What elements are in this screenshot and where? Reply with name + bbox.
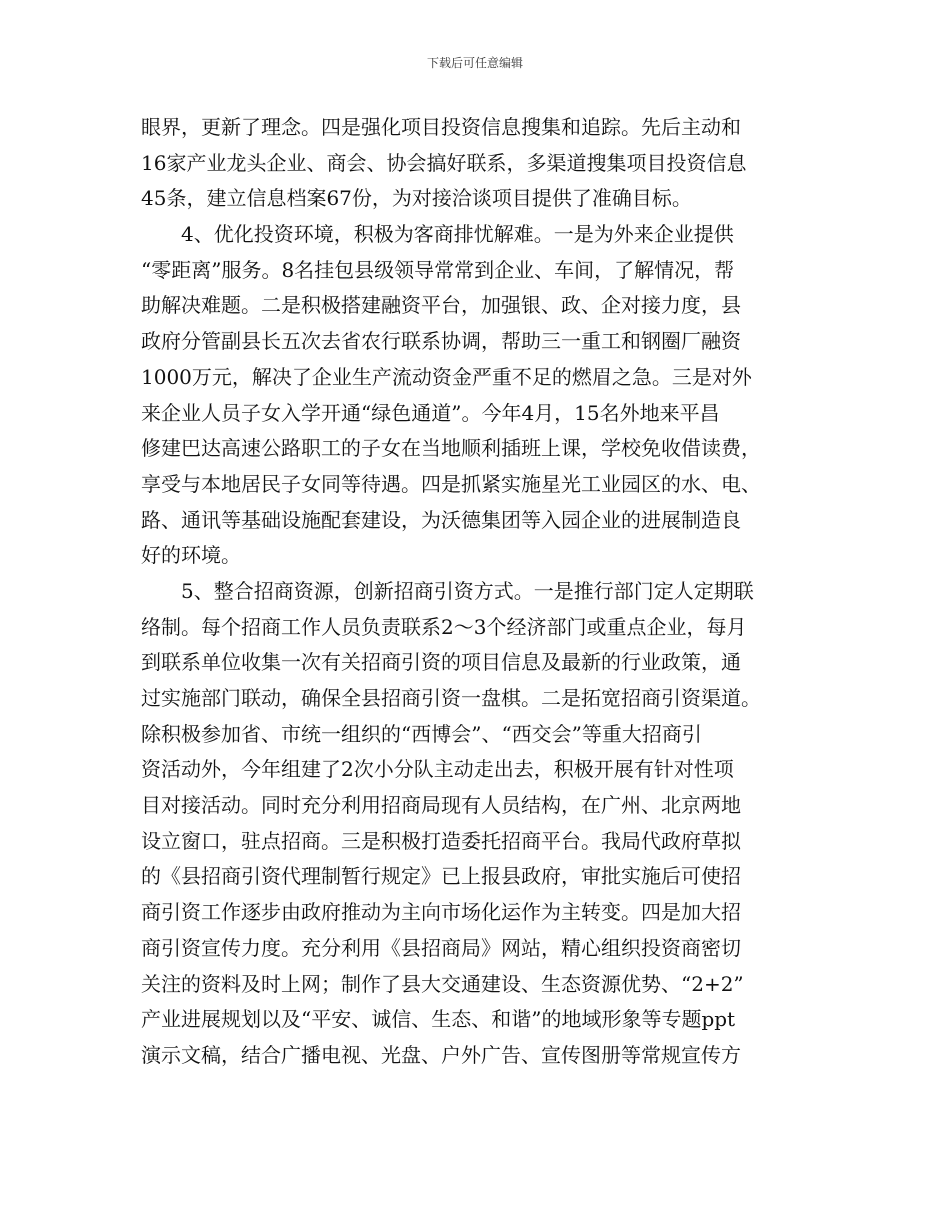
text-line: 眼界，更新了理念。四是强化项目投资信息搜集和追踪。先后主动和 bbox=[141, 115, 741, 139]
text-line: 过实施部门联动，确保全县招商引资一盘棋。二是拓宽招商引资渠道。 bbox=[141, 686, 761, 710]
text-line: 到联系单位收集一次有关招商引资的项目信息及最新的行业政策，通 bbox=[141, 650, 741, 675]
text-line: 络制。每个招商工作人员负责联系2～3个经济部门或重点企业，每月 bbox=[141, 614, 747, 639]
text-line: 修建巴达高速公路职工的子女在当地顺利插班上课，学校免收借读费， bbox=[141, 436, 761, 461]
text-line: 政府分管副县长五次去省农行联系协调，帮助三一重工和钢圈厂融资 bbox=[141, 329, 741, 354]
text-line: 商引资宣传力度。充分利用《县招商局》网站，精心组织投资商密切 bbox=[141, 935, 741, 960]
text-line: 产业进展规划以及“平安、诚信、生态、和谐”的地域形象等专题ppt bbox=[141, 1007, 736, 1032]
text-line: 资活动外，今年组建了2次小分队主动走出去，积极开展有针对性项 bbox=[141, 757, 734, 782]
text-line: 来企业人员子女入学开通“绿色通道”。今年4月，15名外地来平昌 bbox=[141, 400, 720, 425]
text-line: 商引资工作逐步由政府推动为主向市场化运作为主转变。四是加大招 bbox=[141, 900, 741, 925]
text-line: 享受与本地居民子女同等待遇。四是抓紧实施星光工业园区的水、电、 bbox=[141, 471, 761, 496]
text-line: 除积极参加省、市统一组织的“西博会”、“西交会”等重大招商引 bbox=[141, 721, 702, 746]
text-line: 好的环境。 bbox=[141, 543, 241, 568]
text-line: 演示文稿，结合广播电视、光盘、户外广告、宣传图册等常规宣传方 bbox=[141, 1042, 741, 1067]
text-line: 5、整合招商资源，创新招商引资方式。一是推行部门定人定期联 bbox=[181, 578, 754, 603]
document-body bbox=[141, 110, 801, 1074]
text-line: 设立窗口，驻点招商。三是积极打造委托招商平台。我局代政府草拟 bbox=[141, 828, 741, 853]
text-line: 助解决难题。二是积极搭建融资平台，加强银、政、企对接力度，县 bbox=[141, 293, 741, 318]
header-note: 下载后可任意编辑 bbox=[426, 56, 523, 70]
text-line: 45条，建立信息档案67份，为对接洽谈项目提供了准确目标。 bbox=[141, 186, 692, 211]
text-line: 1000万元，解决了企业生产流动资金严重不足的燃眉之急。三是对外 bbox=[141, 364, 752, 389]
text-line: 4、优化投资环境，积极为客商排忧解难。一是为外来企业提供 bbox=[181, 222, 734, 247]
text-line: 路、通讯等基础设施配套建设，为沃德集团等入园企业的进展制造良 bbox=[141, 507, 741, 532]
text-line: 16家产业龙头企业、商会、协会搞好联系，多渠道搜集项目投资信息 bbox=[141, 150, 747, 175]
text-line: 关注的资料及时上网；制作了县大交通建设、生态资源优势、“2+2” bbox=[141, 971, 744, 996]
text-line: 目对接活动。同时充分利用招商局现有人员结构，在广州、北京两地 bbox=[141, 793, 741, 818]
text-line: 的《县招商引资代理制暂行规定》已上报县政府，审批实施后可使招 bbox=[141, 864, 741, 889]
text-line: “零距离”服务。8名挂包县级领导常常到企业、车间，了解情况，帮 bbox=[141, 257, 735, 282]
